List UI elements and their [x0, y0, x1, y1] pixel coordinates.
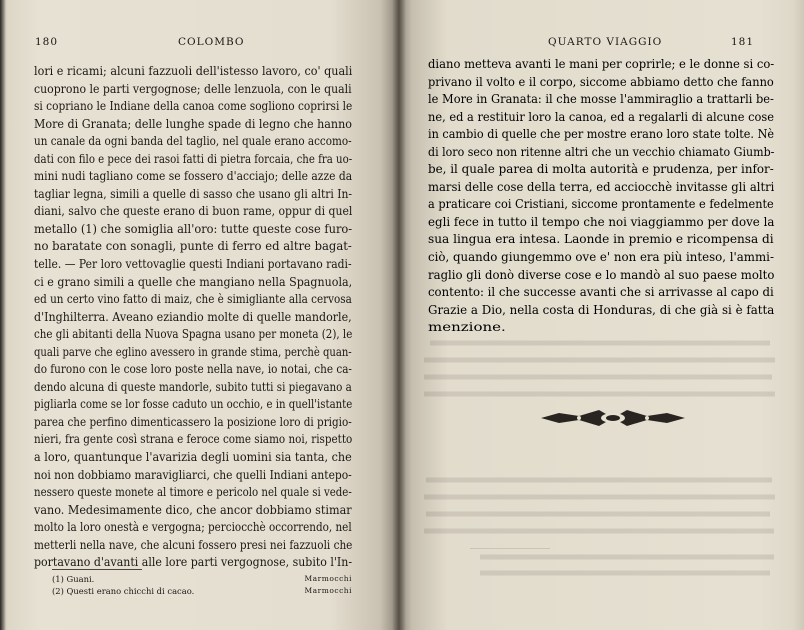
- text-line: un canale da ogni banda del taglio, nel quale erano accomo-: [34, 134, 352, 149]
- text-line: telle. — Per loro vettovaglie questi Indiani portavano radi-: [34, 257, 352, 272]
- text-line: dendo alcuna di queste mandorle, subito tutti si piegavano a: [34, 379, 352, 394]
- text-line: nieri, fra gente così strana e feroce come siamo noi, rispetto: [34, 432, 353, 447]
- text-line: tagliar legna, simili a quelle di sasso che usano gli altri In-: [34, 186, 353, 201]
- text-line: a loro, quantunque l'avarizia degli uomini sia tanta, che: [34, 450, 352, 465]
- text-line: privano il volto e il corpo, siccome abbiamo detto che fanno: [428, 74, 774, 89]
- text-line: egli fece in tutto il tempo che noi viaggiammo per dove la: [428, 214, 775, 229]
- left-page-number: 180: [35, 36, 59, 48]
- text-line: marsi delle cose della terra, ed acciocchè invitasse gli altri: [428, 179, 775, 194]
- left-page: [0, 0, 398, 630]
- right-running-head: QUARTO VIAGGIO: [548, 36, 663, 48]
- text-line: Grazie a Dio, nella costa di Honduras, di che già si è fatta: [428, 302, 775, 317]
- footnote: [52, 573, 352, 585]
- text-line: ne, ed a restituir loro la canoa, ed a regalarli di alcune cose: [428, 109, 774, 124]
- left-running-head: COLOMBO: [178, 36, 245, 48]
- text-line: sua lingua era intesa. Laonde in premio e ricompensa di: [428, 232, 774, 247]
- footnotes: [52, 573, 352, 597]
- text-line: diani, salvo che queste erano di buon rame, oppur di quel: [34, 204, 353, 219]
- text-line: d'Inghilterra. Aveano eziandio molte di quelle mandorle,: [34, 309, 352, 324]
- text-line: portavano d'avanti alle lore parti vergognose, subito l'In-: [34, 555, 353, 570]
- footnote-source: Marmocchi: [304, 574, 352, 583]
- text-line: no baratate con sonagli, punte di ferro ed altre bagat-: [34, 239, 352, 254]
- text-line: in cambio di quelle che per mostre erano loro state tolte. Nè: [428, 127, 775, 142]
- text-line: nessero queste monete al timore e pericolo nel quale si vede-: [34, 485, 352, 500]
- footnote-rule: [52, 569, 142, 570]
- text-line: metallo (1) che somiglia all'oro: tutte queste cose furo-: [34, 221, 353, 236]
- text-line: dati con filo e pece dei rasoi fatti di pietra forcaia, che fra uo-: [34, 151, 353, 166]
- decorative-ornament-icon: [539, 407, 687, 429]
- right-page-number: 181: [731, 36, 755, 48]
- text-line: ciò, quando giungemmo ove e' non era più inteso, l'ammi-: [428, 250, 774, 265]
- text-line: mini nudi tagliano come se fossero d'acciajo; delle azze da: [34, 169, 353, 184]
- text-line: quali parve che eglino avessero in grande stima, perchè quan-: [34, 344, 352, 359]
- text-line: le More in Granata: il che mosse l'ammiraglio a trattarli be-: [428, 92, 774, 107]
- text-line: do furono con le cose loro poste nella nave, io notai, che ca-: [34, 362, 352, 377]
- text-line: contento: il che successe avanti che si arrivasse al capo di: [428, 285, 774, 300]
- text-line: lori e ricami; alcuni fazzuoli dell'istesso lavoro, co' quali: [34, 64, 353, 78]
- text-line: vano. Medesimamente dico, che ancor dobbiamo stimar: [34, 502, 352, 517]
- text-line: che gli abitanti della Nuova Spagna usano per moneta (2), le: [34, 327, 353, 342]
- text-line: cuoprono le parti vergognose; delle lenzuola, con le quali: [34, 81, 352, 96]
- text-line: More di Granata; delle lunghe spade di legno che hanno: [34, 116, 352, 131]
- text-line: be, il quale parea di molta autorità e prudenza, per infor-: [428, 162, 774, 177]
- right-page-body: [428, 56, 774, 337]
- text-line: menzione.: [428, 320, 506, 335]
- footnote-source: Marmocchi: [304, 586, 352, 595]
- text-line: parea che perfino dimenticassero la posizione loro di prigio-: [34, 414, 352, 429]
- text-line: metterli nella nave, che alcuni fossero presi nei fazzuoli che: [34, 537, 353, 552]
- text-line: a praticare coi Cristiani, siccome prontamente e fedelmente: [428, 197, 774, 212]
- text-line: raglio gli donò diverse cose e lo mandò al suo paese molto: [428, 267, 775, 282]
- page-edge-shadow: [0, 0, 6, 630]
- footnote-text: (2) Questi erano chicchi di cacao.: [52, 586, 195, 596]
- book-gutter: [392, 0, 406, 630]
- text-line: diano metteva avanti le mani per coprirle; e le donne si co-: [428, 57, 775, 71]
- text-line: ci e grano simili a quelle che mangiano nella Spagnuola,: [34, 274, 353, 289]
- bleed-through-rule: [470, 548, 550, 549]
- footnote: [52, 585, 352, 597]
- left-page-body: [34, 63, 352, 572]
- footnote-text: (1) Guani.: [52, 574, 95, 584]
- text-line: ed un certo vino fatto di maiz, che è simigliante alla cervosa: [34, 292, 352, 307]
- text-line: di loro seco non ritenne altri che un vecchio chiamato Giumb-: [428, 144, 775, 159]
- text-line: noi non dobbiamo maravigliarci, che quelli Indiani antepo-: [34, 467, 352, 482]
- text-line: si copriano le Indiane della canoa come sogliono coprirsi le: [34, 99, 353, 114]
- text-line: molto la loro onestà e vergogna; perciocchè occorrendo, nel: [34, 520, 352, 535]
- text-line: pigliarla come se lor fosse caduto un occhio, e in quell'istante: [34, 397, 353, 412]
